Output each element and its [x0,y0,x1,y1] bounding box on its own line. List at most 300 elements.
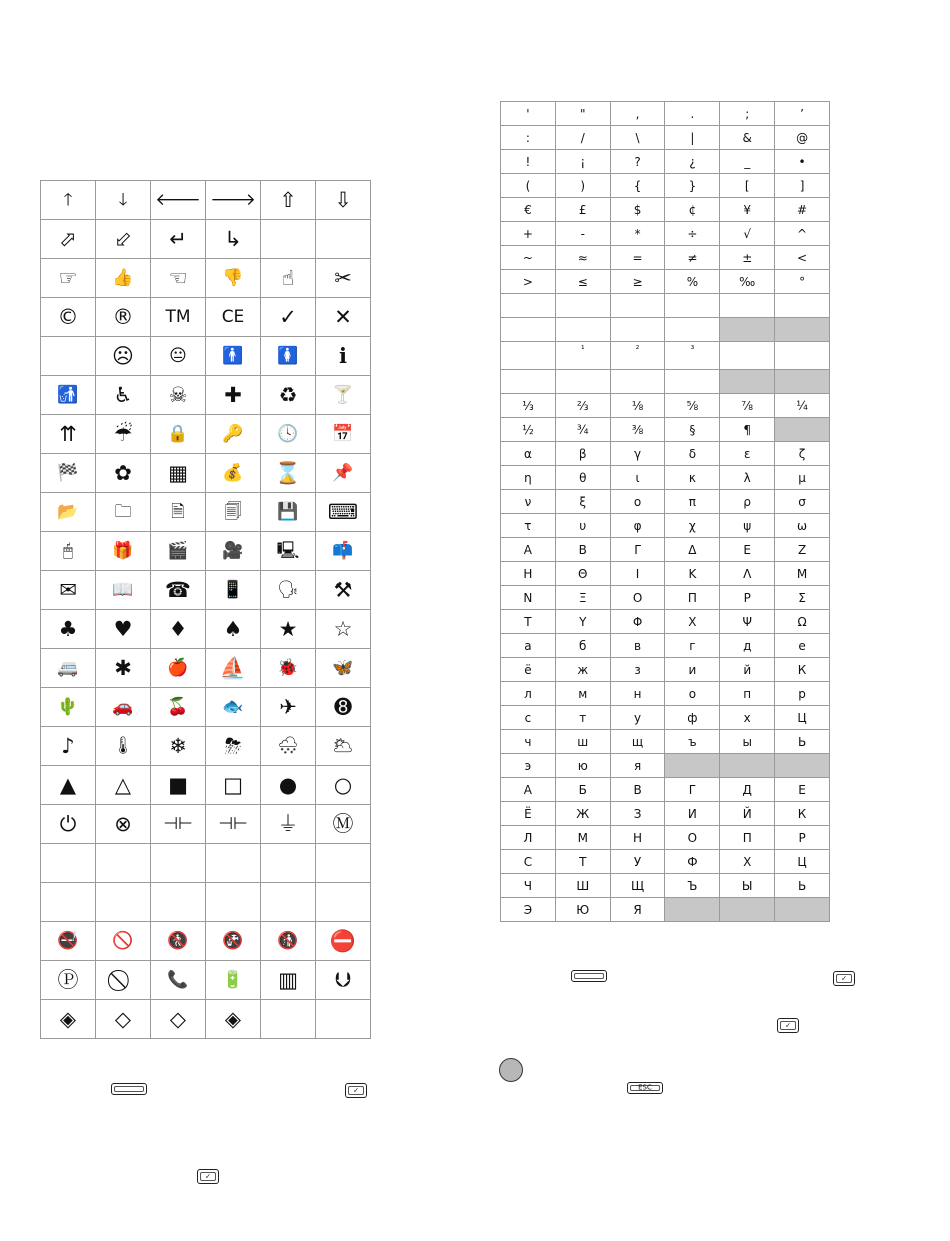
character-cell: а [501,634,556,658]
symbol-cell: ▦ [151,454,206,493]
character-cell: Ν [501,586,556,610]
character-cell: ½ [501,418,556,442]
character-cell: н [610,682,665,706]
character-row [501,394,830,418]
character-cell [775,318,830,342]
character-cell: ‰ [720,270,775,294]
character-cell: э [501,754,556,778]
symbol-cell: ⬃ [96,220,151,259]
symbol-cell: ☠ [151,376,206,415]
character-cell: Ъ [665,874,720,898]
character-cell: ⅝ [665,394,720,418]
symbol-cell: TM [151,298,206,337]
character-cell: б [555,634,610,658]
symbol-cell: 👎 [206,259,261,298]
character-cell: Ф [665,850,720,874]
character-cell: ю [555,754,610,778]
character-cell: Б [555,778,610,802]
symbol-cell: ↵ [151,220,206,259]
symbol-cell: 🐞 [261,649,316,688]
character-cell: Θ [555,562,610,586]
character-cell: √ [720,222,775,246]
character-cell: ⅓ [501,394,556,418]
character-row [501,562,830,586]
symbol-cell: 🗐 [206,493,261,532]
symbol-cell: 🍸 [316,376,371,415]
character-cell: η [501,466,556,490]
character-cell: о [665,682,720,706]
character-cell: ) [555,174,610,198]
character-cell: τ [501,514,556,538]
symbol-cell: 🚯 [261,922,316,961]
character-cell: ⅔ [555,394,610,418]
character-cell: Н [610,826,665,850]
character-cell: Κ [665,562,720,586]
character-row [501,874,830,898]
character-cell: { [610,174,665,198]
character-cell: χ [665,514,720,538]
character-cell: > [501,270,556,294]
character-cell [775,898,830,922]
character-cell: ¼ [775,394,830,418]
character-cell: Ш [555,874,610,898]
symbol-cell [151,844,206,883]
character-cell: Ц [775,850,830,874]
character-cell: ⅜ [610,418,665,442]
character-cell: Υ [555,610,610,634]
character-cell [610,294,665,318]
character-cell [775,342,830,370]
character-cell [720,754,775,778]
symbol-cell: 🚱 [206,922,261,961]
character-cell [501,342,556,370]
character-cell [555,318,610,342]
character-cell: Т [555,850,610,874]
character-cell: т [555,706,610,730]
symbol-cell: ♪ [41,727,96,766]
character-cell: з [610,658,665,682]
symbol-row [41,649,371,688]
symbol-cell [151,883,206,922]
symbol-cell: ◇ [96,1000,151,1039]
character-cell: £ [555,198,610,222]
character-cell [555,370,610,394]
symbol-cell: 📱 [206,571,261,610]
character-row [501,514,830,538]
character-row [501,586,830,610]
ok-key-icon: ✓ [197,1169,219,1184]
character-cell: Щ [610,874,665,898]
symbol-cell: 🔋 [206,961,261,1000]
character-cell: Α [501,538,556,562]
symbol-cell [316,1000,371,1039]
character-cell: ~ [501,246,556,270]
character-cell [720,370,775,394]
character-row [501,150,830,174]
symbol-cell: ❄ [151,727,206,766]
symbol-row [41,688,371,727]
character-cell: Τ [501,610,556,634]
symbol-row [41,571,371,610]
symbol-cell: 🚗 [96,688,151,727]
symbol-cell: ⌛ [261,454,316,493]
symbol-cell: ♣ [41,610,96,649]
character-cell: Х [720,850,775,874]
symbol-row [41,298,371,337]
character-cell: & [720,126,775,150]
symbol-cell: ✓ [261,298,316,337]
symbol-cell: 🗣 [261,571,316,610]
symbol-cell [316,220,371,259]
character-cell: р [775,682,830,706]
character-cell: Β [555,538,610,562]
symbol-cell: 🐟 [206,688,261,727]
symbol-cell: 🎁 [96,532,151,571]
character-cell: ° [775,270,830,294]
character-cell: Й [720,802,775,826]
character-row [501,370,830,394]
symbol-cell: ⊣⊢ [151,805,206,844]
character-cell: ф [665,706,720,730]
symbol-cell [316,883,371,922]
characters-table [500,101,830,922]
symbol-cell: 🍎 [151,649,206,688]
symbol-cell [96,961,151,1000]
character-cell: К [775,658,830,682]
character-cell [775,418,830,442]
character-row [501,466,830,490]
symbol-cell: ⏚ [261,805,316,844]
symbol-cell [206,844,261,883]
character-cell: | [665,126,720,150]
character-cell: ¹ [555,342,610,370]
character-row [501,898,830,922]
character-cell: Ц [775,706,830,730]
character-cell: м [555,682,610,706]
symbol-cell: ☹ [96,337,151,376]
symbol-cell: 🚺 [261,337,316,376]
symbol-cell: 📂 [41,493,96,532]
symbol-cell: ☞ [41,259,96,298]
symbol-cell: 🎬 [151,532,206,571]
symbol-cell: ® [96,298,151,337]
character-cell: п [720,682,775,706]
character-cell: ' [501,102,556,126]
character-cell: ’ [775,102,830,126]
symbol-cell: 🎥 [206,532,261,571]
character-row [501,126,830,150]
character-cell: σ [775,490,830,514]
character-row [501,634,830,658]
character-cell [665,318,720,342]
symbol-cell: 🍒 [151,688,206,727]
grey-circle-icon [499,1058,523,1082]
character-row [501,442,830,466]
character-cell: ж [555,658,610,682]
character-cell: α [501,442,556,466]
symbol-cell: ◈ [41,1000,96,1039]
character-cell: Π [665,586,720,610]
symbol-cell: 📅 [316,415,371,454]
character-cell: Η [501,562,556,586]
character-cell: ≈ [555,246,610,270]
character-cell: Ч [501,874,556,898]
symbol-cell: 🔒 [151,415,206,454]
symbol-cell: 💾 [261,493,316,532]
character-cell: θ [555,466,610,490]
symbol-cell: ✈ [261,688,316,727]
character-cell: @ [775,126,830,150]
character-cell: < [775,246,830,270]
character-cell: ν [501,490,556,514]
character-cell: κ [665,466,720,490]
character-row [501,102,830,126]
symbol-row [41,961,371,1000]
symbol-cell: ♿ [96,376,151,415]
symbol-cell: 😐 [151,337,206,376]
symbol-cell: ⇧ [261,181,316,220]
symbol-cell: 🌵 [41,688,96,727]
character-cell: ( [501,174,556,198]
character-cell [501,318,556,342]
character-cell: ¾ [555,418,610,442]
symbol-cell [96,883,151,922]
character-cell: . [665,102,720,126]
character-row [501,754,830,778]
character-row [501,222,830,246]
character-cell [720,898,775,922]
character-cell [665,754,720,778]
character-cell: Ζ [775,538,830,562]
character-cell: = [610,246,665,270]
ok-key-icon: ✓ [345,1083,367,1098]
character-cell [665,370,720,394]
character-cell: В [610,778,665,802]
character-cell [775,294,830,318]
character-cell: Е [775,778,830,802]
character-row [501,850,830,874]
character-row [501,610,830,634]
symbol-cell: 🦋 [316,649,371,688]
character-cell: М [555,826,610,850]
character-cell: ¡ [555,150,610,174]
symbol-row [41,727,371,766]
symbol-row [41,415,371,454]
symbol-cell: ✚ [206,376,261,415]
symbol-cell: ● [261,766,316,805]
symbol-cell: 🔑 [206,415,261,454]
character-cell [775,370,830,394]
character-cell: у [610,706,665,730]
character-cell: И [665,802,720,826]
character-cell: в [610,634,665,658]
symbol-cell: ○ [316,766,371,805]
ok-key-icon: ✓ [833,971,855,986]
character-cell: ш [555,730,610,754]
symbol-cell: 👍 [96,259,151,298]
symbol-cell [316,844,371,883]
character-row [501,826,830,850]
symbol-row [41,259,371,298]
symbol-cell: Ⓜ [316,805,371,844]
symbol-row [41,844,371,883]
character-cell: Ь [775,730,830,754]
character-cell [775,754,830,778]
character-cell: ο [610,490,665,514]
character-cell: ^ [775,222,830,246]
character-cell: ² [610,342,665,370]
character-cell: ⅛ [610,394,665,418]
ok-key-icon: ✓ [777,1018,799,1033]
character-cell: ÷ [665,222,720,246]
character-cell: ¿ [665,150,720,174]
character-cell: Ε [720,538,775,562]
character-cell: Ξ [555,586,610,610]
symbol-cell: ◈ [206,1000,261,1039]
character-row [501,706,830,730]
character-cell: Μ [775,562,830,586]
character-cell: β [555,442,610,466]
symbols-table [40,180,371,1039]
symbol-row [41,766,371,805]
character-cell: υ [555,514,610,538]
character-row [501,658,830,682]
symbol-row [41,220,371,259]
character-cell: Φ [610,610,665,634]
character-cell: и [665,658,720,682]
character-cell: Я [610,898,665,922]
character-cell: Δ [665,538,720,562]
character-cell: Ω [775,610,830,634]
character-cell: ψ [720,514,775,538]
character-row [501,270,830,294]
symbol-row [41,1000,371,1039]
character-row [501,730,830,754]
symbol-cell: 🡓 [96,181,151,220]
symbol-cell: 💰 [206,454,261,493]
symbol-cell: 🕓 [261,415,316,454]
character-row [501,198,830,222]
character-cell: , [610,102,665,126]
symbol-cell [41,883,96,922]
character-cell: Γ [610,538,665,562]
symbol-cell: △ [96,766,151,805]
character-cell [720,294,775,318]
character-cell: Ι [610,562,665,586]
character-cell: € [501,198,556,222]
character-cell: ≤ [555,270,610,294]
symbol-cell: ➑ [316,688,371,727]
character-cell: Σ [775,586,830,610]
esc-key-icon: ESC [627,1082,663,1094]
character-cell: Ο [610,586,665,610]
character-cell [720,318,775,342]
symbol-cell: 🗀 [96,493,151,532]
symbol-cell: ↳ [206,220,261,259]
symbol-cell: 🚹 [206,337,261,376]
character-cell: ρ [720,490,775,514]
symbol-cell [261,883,316,922]
character-cell: ? [610,150,665,174]
symbol-cell [261,220,316,259]
character-cell: / [555,126,610,150]
character-cell: • [775,150,830,174]
symbol-cell: ♠ [206,610,261,649]
symbol-row [41,337,371,376]
character-cell: Л [501,826,556,850]
symbol-cell: ⛈ [206,727,261,766]
character-cell [665,294,720,318]
character-cell: \ [610,126,665,150]
character-cell: Ю [555,898,610,922]
symbol-cell [96,844,151,883]
symbol-cell: ☔ [96,415,151,454]
character-cell: К [775,802,830,826]
symbol-cell [206,883,261,922]
symbol-cell: 📫 [316,532,371,571]
symbol-cell: ♻ [261,376,316,415]
character-row [501,490,830,514]
character-cell: ≠ [665,246,720,270]
character-cell: ζ [775,442,830,466]
character-cell: Г [665,778,720,802]
character-cell [501,294,556,318]
symbol-cell: ▲ [41,766,96,805]
character-cell: Λ [720,562,775,586]
symbol-cell: 🖳 [261,532,316,571]
character-cell [720,342,775,370]
character-cell: Д [720,778,775,802]
character-cell: [ [720,174,775,198]
character-row [501,418,830,442]
character-cell: Ρ [720,586,775,610]
character-row [501,682,830,706]
symbol-cell: 🌨 [261,727,316,766]
symbol-cell: ⚒ [316,571,371,610]
character-cell: С [501,850,556,874]
character-cell: Ё [501,802,556,826]
symbol-cell: © [41,298,96,337]
character-cell: ξ [555,490,610,514]
character-cell: ε [720,442,775,466]
symbol-row [41,883,371,922]
character-cell: } [665,174,720,198]
symbol-row [41,454,371,493]
character-cell: - [555,222,610,246]
character-cell: φ [610,514,665,538]
character-row [501,538,830,562]
symbol-cell [41,337,96,376]
symbol-cell: 📖 [96,571,151,610]
character-cell: с [501,706,556,730]
character-cell: ³ [665,342,720,370]
character-cell: π [665,490,720,514]
character-cell: ч [501,730,556,754]
character-cell: Χ [665,610,720,634]
symbol-cell: 🖱 [41,532,96,571]
symbol-cell: ☆ [316,610,371,649]
character-row [501,246,830,270]
character-cell: Ы [720,874,775,898]
character-cell: Ь [775,874,830,898]
symbol-cell: 🚮 [41,376,96,415]
character-cell: ω [775,514,830,538]
symbol-cell: 🗎 [151,493,206,532]
character-cell: щ [610,730,665,754]
symbol-cell: □ [206,766,261,805]
symbol-cell [261,1000,316,1039]
character-cell: А [501,778,556,802]
